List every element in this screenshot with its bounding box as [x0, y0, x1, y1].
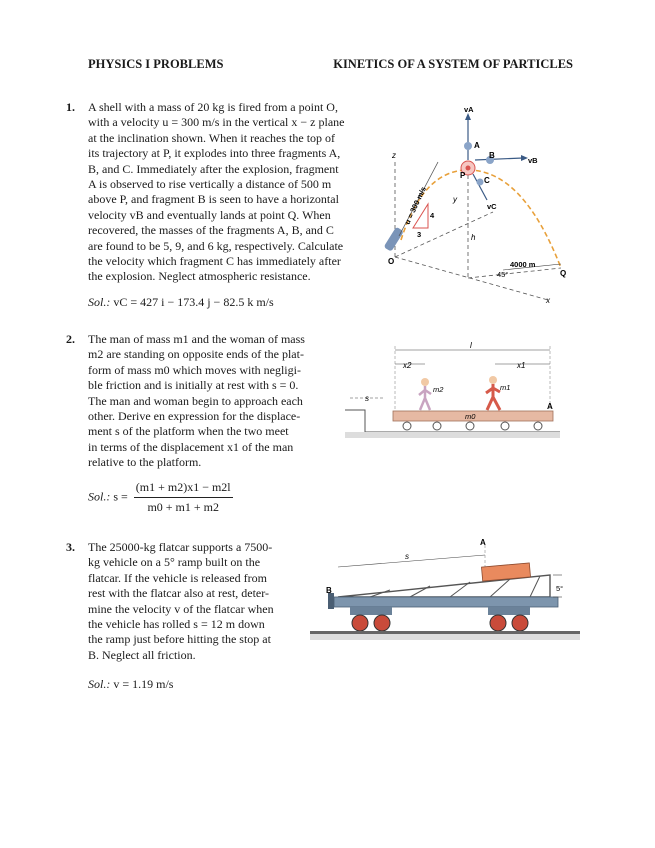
label-u: u = 300 m/s	[402, 185, 428, 226]
problem-1-figure	[383, 100, 583, 305]
man-head-icon	[489, 376, 497, 384]
solution-lhs: s =	[113, 489, 128, 504]
wheel-icon	[352, 615, 368, 631]
label-o: O	[388, 257, 395, 266]
wheel-icon	[512, 615, 528, 631]
problem-1-solution	[88, 295, 274, 310]
problem-2-line: ble friction and is initially at rest with s = 0.	[88, 378, 299, 393]
fragment-c-icon	[477, 179, 484, 186]
va-arrowhead-icon	[465, 113, 471, 120]
problem-2-line: ment s of the platform when the two meet	[88, 424, 289, 439]
problem-2-line: in terms of the displacement x1 of the man	[88, 439, 294, 454]
problem-2-number: 2.	[66, 332, 75, 346]
problem-2-figure	[345, 340, 560, 440]
solution-value: v = 1.19 m/s	[113, 677, 174, 691]
platform-wheel-icon	[534, 422, 542, 430]
platform-wheel-icon	[501, 422, 509, 430]
label-x: x	[546, 296, 550, 305]
label-s: s	[405, 552, 409, 561]
woman-figure-icon	[419, 386, 431, 410]
wheel-icon	[490, 615, 506, 631]
problem-2-line: other. Derive en expression for the displace-	[88, 409, 301, 424]
label-m0: m0	[465, 412, 476, 421]
problem-1-line: A is observed to rise vertically a distance of 500 m	[88, 177, 332, 192]
solution-denominator: m0 + m1 + m2	[147, 500, 219, 514]
label-x2: x2	[403, 361, 412, 370]
problem-2-line: m2 are standing on opposite ends of the plat-	[88, 347, 304, 362]
problem-3-number: 3.	[66, 540, 75, 554]
problem-1-line: the explosion. Neglect atmospheric resistance.	[88, 269, 311, 284]
problem-3-figure	[310, 535, 580, 645]
label-a: A	[474, 141, 480, 150]
bogie-right	[488, 607, 530, 615]
label-vc: vC	[487, 202, 497, 211]
platform-wheel-icon	[403, 422, 411, 430]
label-c: C	[484, 176, 490, 185]
label-s: s	[365, 394, 369, 403]
problem-3-text	[88, 540, 298, 663]
problem-3-solution	[88, 677, 173, 692]
problem-2-line: The man and woman begin to approach each	[88, 393, 303, 408]
problem-3-line: The 25000-kg flatcar supports a 7500-	[88, 540, 273, 554]
problem-1-line: velocity vB and eventually lands at point Q. When	[88, 207, 331, 222]
label-angle: 45°	[497, 270, 509, 279]
problem-1-line: above P, and fragment B is seen to have a horizontal	[88, 192, 339, 207]
label-q: Q	[560, 269, 567, 278]
label-vb: vB	[528, 156, 538, 165]
problem-1-number: 1.	[66, 100, 75, 114]
problem-1-line: with a velocity u = 300 m/s in the vertical x − z plane	[88, 115, 345, 130]
problem-3-line: the ramp just before hitting the stop at	[88, 632, 271, 647]
label-z: z	[392, 151, 396, 160]
label-m1: m1	[500, 383, 511, 392]
problem-3-line: B. Neglect all friction.	[88, 647, 196, 662]
problem-1-line: at the inclination shown. When it reaches the top of	[88, 130, 336, 145]
platform-wheel-icon	[466, 422, 474, 430]
wheel-icon	[374, 615, 390, 631]
problem-1-line: the velocity which fragment C has immediately after	[88, 254, 341, 269]
dimension-s-line	[338, 555, 485, 567]
problem-1-line: A shell with a mass of 20 kg is fired from a point O,	[88, 100, 338, 114]
problem-3-line: the vehicle has rolled s = 12 m down	[88, 617, 265, 632]
rail	[310, 631, 580, 634]
man-figure-icon	[486, 384, 500, 410]
label-angle: 5°	[556, 584, 564, 593]
header-course-title: PHYSICS I PROBLEMS	[88, 57, 224, 71]
vb-arrow	[475, 158, 523, 160]
problem-1-line: recovered, the masses of the fragments A, B, and C	[88, 223, 334, 238]
label-b: B	[326, 586, 332, 595]
problem-1-line: its trajectory at P, it explodes into three fragments A,	[88, 146, 341, 161]
problem-2-line: form of mass m0 which moves with negligi-	[88, 362, 301, 377]
problem-1-line: are found to be 5, 9, and 6 kg, respectively. Calculate	[88, 238, 344, 253]
point-p-icon	[466, 166, 471, 171]
solution-fraction	[134, 480, 233, 515]
stop-b	[328, 593, 334, 609]
label-m2: m2	[433, 385, 444, 394]
range-line	[468, 268, 561, 278]
page-header	[88, 57, 573, 73]
label-h: h	[471, 233, 476, 242]
header-chapter-title: KINETICS OF A SYSTEM OF PARTICLES	[333, 57, 573, 71]
label-b: B	[489, 151, 495, 160]
flatcar-deck	[334, 597, 558, 607]
platform-wheel-icon	[433, 422, 441, 430]
problem-1-line: B, and C. Immediately after the explosion, fragment	[88, 161, 339, 176]
solution-label: Sol.:	[88, 295, 111, 309]
problem-3-line: mine the velocity v of the flatcar when	[88, 601, 274, 616]
solution-label: Sol.:	[88, 489, 111, 504]
label-a: A	[480, 538, 486, 547]
problem-3-line: rest with the flatcar also at rest, deter-	[88, 586, 270, 601]
label-y: y	[453, 195, 457, 204]
ground	[345, 432, 560, 438]
problem-1-text	[88, 100, 378, 285]
label-p: P	[460, 171, 466, 180]
rail-bed	[310, 634, 580, 640]
label-a: A	[547, 402, 553, 411]
problem-2-solution	[88, 480, 233, 515]
solution-label: Sol.:	[88, 677, 111, 691]
label-va: vA	[464, 105, 474, 114]
problem-3-line: flatcar. If the vehicle is released from	[88, 570, 267, 585]
solution-numerator: (m1 + m2)x1 − m2l	[134, 480, 233, 498]
label-distance: 4000 m	[510, 260, 536, 269]
bogie-left	[350, 607, 392, 615]
problem-2-line: relative to the platform.	[88, 455, 202, 470]
label-slope-3: 3	[417, 230, 422, 239]
label-x1: x1	[517, 361, 526, 370]
label-l: l	[470, 341, 472, 350]
problem-3-line: kg vehicle on a 5° ramp built on the	[88, 555, 261, 570]
vb-arrowhead-icon	[521, 155, 528, 161]
label-slope-4: 4	[430, 211, 435, 220]
problem-2-text	[88, 332, 330, 471]
woman-head-icon	[421, 378, 429, 386]
solution-value: vC = 427 i − 173.4 j − 82.5 k m/s	[113, 295, 274, 309]
fragment-a-icon	[464, 142, 472, 150]
problem-2-line: The man of mass m1 and the woman of mass	[88, 332, 305, 346]
